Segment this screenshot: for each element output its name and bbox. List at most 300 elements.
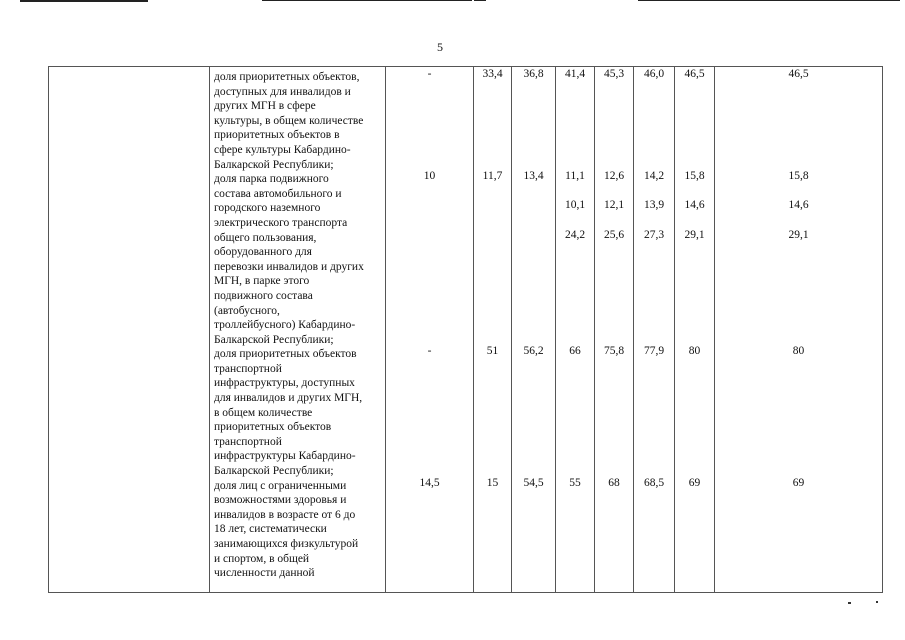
spacer <box>386 125 473 140</box>
spacer <box>634 505 674 520</box>
spacer <box>634 111 674 126</box>
table-cell: 27,3 <box>643 228 665 241</box>
spacer <box>715 155 882 170</box>
spacer <box>474 140 511 155</box>
table-cell: 14,5 <box>419 476 440 489</box>
spacer <box>675 257 714 272</box>
spacer <box>512 140 555 155</box>
spacer <box>386 359 473 374</box>
spacer <box>595 403 633 418</box>
spacer <box>556 286 594 301</box>
spacer <box>675 155 714 170</box>
spacer <box>386 403 473 418</box>
table-cell <box>512 228 555 243</box>
description-line: приоритетных объектов в <box>214 129 340 142</box>
spacer <box>595 417 633 432</box>
description-line: занимающихся физкультурой <box>214 538 359 550</box>
spacer <box>474 549 511 564</box>
description-line: культуры, в общем количестве <box>214 114 364 127</box>
spacer <box>634 403 674 418</box>
table-cell: 10,1 <box>564 199 586 212</box>
table-cell: 46,0 <box>643 68 665 80</box>
table-cell <box>512 198 555 213</box>
spacer <box>675 96 714 111</box>
spacer <box>556 461 594 476</box>
spacer <box>675 301 714 316</box>
description-line: и спортом, в общей <box>214 552 310 565</box>
spacer <box>675 242 714 257</box>
col-y2 <box>512 67 556 593</box>
table-cell: 68,5 <box>643 476 665 489</box>
description-line: инфраструктуры, доступных <box>214 377 355 390</box>
spacer <box>634 461 674 476</box>
spacer <box>675 446 714 461</box>
spacer <box>634 301 674 316</box>
table-cell: 12,6 <box>603 170 625 183</box>
description-line: доля приоритетных объектов, <box>214 71 360 83</box>
description-line: МГН, в парке этого <box>214 275 310 288</box>
spacer <box>512 184 555 199</box>
spacer <box>474 330 511 345</box>
spacer <box>512 242 555 257</box>
spacer <box>675 373 714 388</box>
description-line: доля приоритетных объектов <box>214 348 357 361</box>
spacer <box>634 96 674 111</box>
spacer <box>595 301 633 316</box>
table-cell: 51 <box>486 345 499 358</box>
spacer <box>715 563 882 578</box>
spacer <box>715 461 882 476</box>
table-cell: 15,8 <box>788 170 809 183</box>
spacer <box>512 534 555 549</box>
spacer <box>556 359 594 374</box>
spacer <box>595 330 633 345</box>
spacer <box>634 286 674 301</box>
spacer <box>512 490 555 505</box>
indicator-transport-infra <box>214 347 383 478</box>
spacer <box>512 155 555 170</box>
spacer <box>595 111 633 126</box>
spacer <box>556 213 594 228</box>
spacer <box>634 315 674 330</box>
spacer <box>474 257 511 272</box>
col-y1 <box>474 67 512 593</box>
spacer <box>675 271 714 286</box>
spacer <box>474 271 511 286</box>
table-cell: 11,1 <box>565 170 585 183</box>
spacer <box>474 432 511 447</box>
spacer <box>556 315 594 330</box>
spacer <box>556 388 594 403</box>
spacer <box>556 373 594 388</box>
spacer <box>634 432 674 447</box>
spacer <box>512 505 555 520</box>
spacer <box>715 388 882 403</box>
spacer <box>675 417 714 432</box>
spacer <box>634 125 674 140</box>
scan-edge-line-right <box>638 0 900 1</box>
spacer <box>675 330 714 345</box>
spacer <box>715 242 882 257</box>
table-cell <box>386 198 473 213</box>
table-cell: 69 <box>688 476 701 489</box>
spacer <box>512 359 555 374</box>
spacer <box>474 505 511 520</box>
spacer <box>715 359 882 374</box>
spacer <box>556 242 594 257</box>
description-line: для инвалидов и других МГН, <box>214 392 363 405</box>
spacer <box>556 96 594 111</box>
spacer <box>386 490 473 505</box>
spacer <box>512 286 555 301</box>
spacer <box>386 257 473 272</box>
description-line: Балкарской Республики; <box>214 158 334 171</box>
table-cell: 25,6 <box>603 228 625 241</box>
spacer <box>634 359 674 374</box>
table-cell: 54,5 <box>523 476 544 489</box>
spacer <box>512 213 555 228</box>
spacer <box>715 271 882 286</box>
spacer <box>512 315 555 330</box>
description-line: других МГН в сфере <box>214 100 316 113</box>
spacer <box>386 388 473 403</box>
spacer <box>556 417 594 432</box>
spacer <box>675 432 714 447</box>
spacer <box>512 373 555 388</box>
spacer <box>556 82 594 97</box>
spacer <box>474 359 511 374</box>
spacer <box>634 155 674 170</box>
spacer <box>715 505 882 520</box>
spacer <box>634 549 674 564</box>
spacer <box>556 125 594 140</box>
spacer <box>512 388 555 403</box>
description-line: приоритетных объектов <box>214 421 332 434</box>
spacer <box>474 461 511 476</box>
scan-speck <box>876 601 878 603</box>
spacer <box>556 563 594 578</box>
spacer <box>556 534 594 549</box>
description-line: перевозки инвалидов и других <box>214 260 364 273</box>
col-final <box>715 67 883 593</box>
spacer <box>512 403 555 418</box>
spacer <box>556 519 594 534</box>
spacer <box>474 388 511 403</box>
spacer <box>556 111 594 126</box>
spacer <box>675 140 714 155</box>
spacer <box>675 213 714 228</box>
spacer <box>556 140 594 155</box>
spacer <box>386 242 473 257</box>
spacer <box>715 373 882 388</box>
spacer <box>556 271 594 286</box>
spacer <box>386 563 473 578</box>
spacer <box>386 155 473 170</box>
spacer <box>556 549 594 564</box>
spacer <box>512 271 555 286</box>
indicator-table <box>48 66 883 593</box>
spacer <box>634 388 674 403</box>
indicator-transport-fleet <box>214 172 383 347</box>
spacer <box>715 519 882 534</box>
table-cell: 41,4 <box>564 68 586 80</box>
col-y6 <box>675 67 715 593</box>
spacer <box>675 549 714 564</box>
spacer <box>634 373 674 388</box>
spacer <box>386 286 473 301</box>
table-cell: 29,1 <box>684 228 705 241</box>
spacer <box>595 184 633 199</box>
table-cell: - <box>427 68 432 80</box>
spacer <box>634 563 674 578</box>
spacer <box>675 82 714 97</box>
spacer <box>634 242 674 257</box>
table-row <box>49 67 883 593</box>
spacer <box>556 432 594 447</box>
spacer <box>675 388 714 403</box>
spacer <box>556 301 594 316</box>
table-cell: 75,8 <box>603 345 625 358</box>
spacer <box>715 446 882 461</box>
spacer <box>715 330 882 345</box>
spacer <box>675 519 714 534</box>
spacer <box>386 82 473 97</box>
spacer <box>386 519 473 534</box>
spacer <box>715 286 882 301</box>
description-line: подвижного состава <box>214 289 313 302</box>
table-cell: 80 <box>792 345 805 358</box>
spacer <box>474 96 511 111</box>
spacer <box>715 432 882 447</box>
spacer <box>512 563 555 578</box>
table-cell: 77,9 <box>643 345 665 358</box>
col-y4 <box>595 67 634 593</box>
indicator-culture <box>214 70 383 172</box>
table-cell: 55 <box>569 476 581 489</box>
spacer <box>715 417 882 432</box>
spacer <box>474 111 511 126</box>
table-cell: 68 <box>608 476 620 489</box>
spacer <box>675 359 714 374</box>
spacer <box>474 125 511 140</box>
spacer <box>595 563 633 578</box>
spacer <box>556 446 594 461</box>
table-cell: 36,8 <box>523 68 544 80</box>
spacer <box>595 388 633 403</box>
table-cell: 14,6 <box>684 199 705 212</box>
table-cell: 14,2 <box>643 170 665 183</box>
spacer <box>595 519 633 534</box>
table-cell: 33,4 <box>482 68 503 80</box>
spacer <box>556 257 594 272</box>
spacer <box>675 184 714 199</box>
table-cell: 14,6 <box>788 199 809 212</box>
spacer <box>474 563 511 578</box>
spacer <box>512 549 555 564</box>
spacer <box>512 417 555 432</box>
description-line: сфере культуры Кабардино- <box>214 143 351 156</box>
spacer <box>474 417 511 432</box>
spacer <box>715 96 882 111</box>
spacer <box>386 184 473 199</box>
table-cell: 10 <box>423 170 436 183</box>
description-line: городского наземного <box>214 202 321 215</box>
spacer <box>595 315 633 330</box>
table-cell: 29,1 <box>788 228 809 241</box>
spacer <box>474 301 511 316</box>
spacer <box>512 257 555 272</box>
spacer <box>512 461 555 476</box>
spacer <box>715 184 882 199</box>
scan-edge-line-left <box>20 0 148 2</box>
spacer <box>474 403 511 418</box>
spacer <box>386 373 473 388</box>
spacer <box>715 111 882 126</box>
scan-edge-line-mid <box>262 0 472 1</box>
spacer <box>595 490 633 505</box>
spacer <box>634 519 674 534</box>
page-number: 5 <box>437 40 443 54</box>
spacer <box>474 155 511 170</box>
description-line: общего пользования, <box>214 231 317 244</box>
spacer <box>595 82 633 97</box>
col-baseline <box>386 67 474 593</box>
spacer <box>634 271 674 286</box>
spacer <box>595 549 633 564</box>
spacer <box>386 271 473 286</box>
spacer <box>595 271 633 286</box>
description-line: Балкарской Республики; <box>214 465 334 478</box>
spacer <box>675 125 714 140</box>
spacer <box>675 534 714 549</box>
spacer <box>595 432 633 447</box>
spacer <box>512 519 555 534</box>
spacer <box>595 373 633 388</box>
spacer <box>715 403 882 418</box>
spacer <box>474 519 511 534</box>
spacer <box>715 490 882 505</box>
description-line: инвалидов в возрасте от 6 до <box>214 508 356 521</box>
table-cell: 46,5 <box>684 68 705 80</box>
spacer <box>512 125 555 140</box>
spacer <box>634 213 674 228</box>
col-y3 <box>556 67 595 593</box>
spacer <box>386 417 473 432</box>
spacer <box>675 563 714 578</box>
spacer <box>556 330 594 345</box>
spacer <box>715 213 882 228</box>
spacer <box>634 82 674 97</box>
spacer <box>474 242 511 257</box>
table-cell: 11,7 <box>482 170 503 183</box>
spacer <box>595 446 633 461</box>
spacer <box>512 96 555 111</box>
spacer <box>512 446 555 461</box>
description-line: электрического транспорта <box>214 216 348 229</box>
description-line: в общем количестве <box>214 406 313 419</box>
spacer <box>595 505 633 520</box>
description-line: численности данной <box>214 567 315 580</box>
spacer <box>634 534 674 549</box>
spacer <box>386 301 473 316</box>
spacer <box>386 315 473 330</box>
table-cell: 56,2 <box>523 345 544 358</box>
description-line: транспортной <box>214 435 282 448</box>
spacer <box>386 505 473 520</box>
spacer <box>386 96 473 111</box>
description-line: 18 лет, систематически <box>214 523 327 536</box>
spacer <box>474 286 511 301</box>
spacer <box>386 534 473 549</box>
spacer <box>715 257 882 272</box>
table-cell: 24,2 <box>564 228 586 241</box>
spacer <box>474 213 511 228</box>
spacer <box>595 534 633 549</box>
spacer <box>675 490 714 505</box>
spacer <box>715 82 882 97</box>
spacer <box>675 315 714 330</box>
table-cell <box>474 228 511 243</box>
spacer <box>386 432 473 447</box>
description-line: возможностями здоровья и <box>214 494 347 507</box>
spacer <box>595 257 633 272</box>
description-line: оборудованного для <box>214 246 312 259</box>
spacer <box>715 315 882 330</box>
spacer <box>634 140 674 155</box>
table-cell: 80 <box>688 345 701 358</box>
indicator-sport <box>214 479 383 581</box>
description-line: состава автомобильного и <box>214 187 342 200</box>
spacer <box>675 111 714 126</box>
spacer <box>474 184 511 199</box>
spacer <box>474 534 511 549</box>
spacer <box>474 82 511 97</box>
spacer <box>556 184 594 199</box>
description-line: доступных для инвалидов и <box>214 85 351 98</box>
spacer <box>386 111 473 126</box>
spacer <box>595 155 633 170</box>
spacer <box>474 373 511 388</box>
table-cell: 13,4 <box>523 170 544 183</box>
description-line: троллейбусного) Кабардино- <box>214 319 356 332</box>
spacer <box>595 140 633 155</box>
spacer <box>512 82 555 97</box>
spacer <box>386 140 473 155</box>
table-cell: 69 <box>792 476 805 489</box>
table-cell: 46,5 <box>788 68 809 80</box>
spacer <box>556 505 594 520</box>
scan-speck <box>848 602 851 604</box>
spacer <box>556 403 594 418</box>
spacer <box>512 301 555 316</box>
spacer <box>675 505 714 520</box>
spacer <box>386 330 473 345</box>
spacer <box>386 461 473 476</box>
spacer <box>512 432 555 447</box>
spacer <box>474 315 511 330</box>
description-line: Балкарской Республики; <box>214 333 334 346</box>
spacer <box>595 359 633 374</box>
table-cell: 15 <box>486 476 499 489</box>
table-cell: 45,3 <box>603 68 625 80</box>
spacer <box>595 213 633 228</box>
description-line: транспортной <box>214 362 282 375</box>
spacer <box>634 490 674 505</box>
spacer <box>634 330 674 345</box>
spacer <box>715 534 882 549</box>
spacer <box>634 257 674 272</box>
spacer <box>634 417 674 432</box>
